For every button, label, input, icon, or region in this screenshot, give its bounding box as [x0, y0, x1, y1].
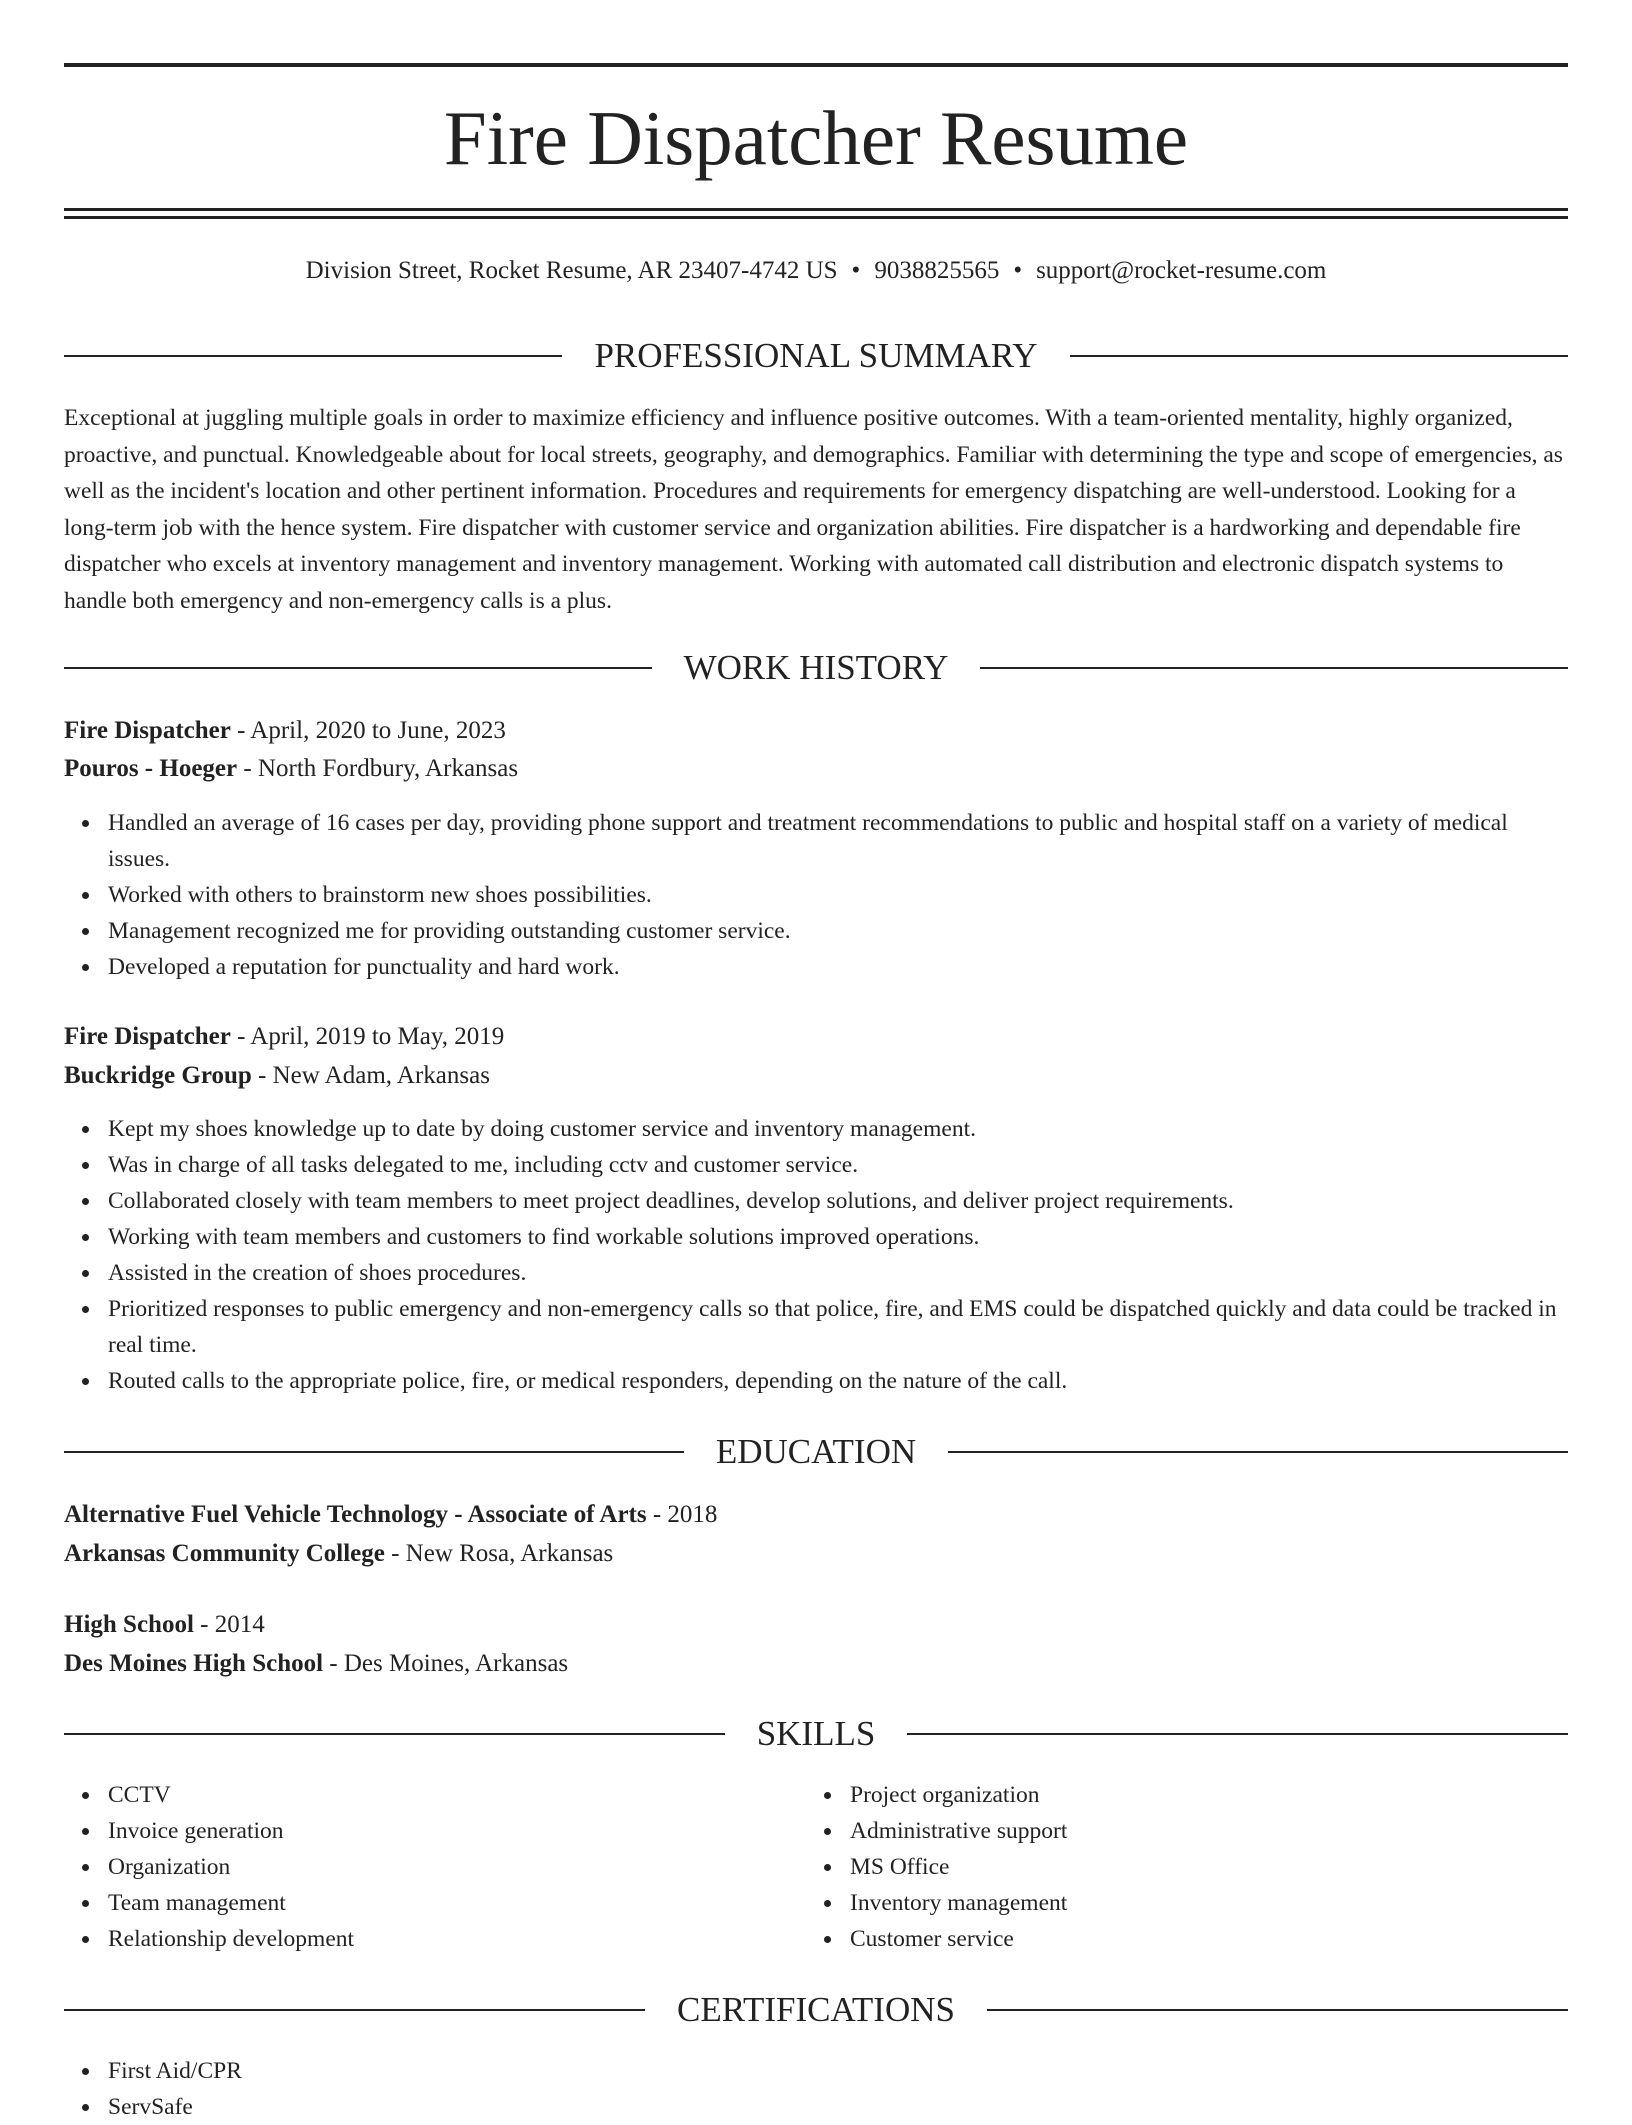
section-heading-label: CERTIFICATIONS [677, 1990, 955, 2029]
heading-rule [64, 1451, 684, 1453]
section-heading-education [64, 1432, 1568, 1472]
heading-rule [980, 667, 1568, 669]
summary-text: Exceptional at juggling multiple goals in order to maximize efficiency and influence positive outcomes. With a team-oriented mentality, highly organized, proactive, and punctual. Knowledgeable about for local streets, geography, and demographics. Familiar with determining the type and scope of emergencies, as well as the incident's location and other pertinent information. Procedures and requirements for emergency dispatching are well-understood. Looking for a long-term job with the hence system. Fire dispatcher with customer service and organization abilities. Fire dispatcher is a hardworking and dependable fire dispatcher who excels at inventory management and inventory management. Working with automated call distribution and electronic dispatch systems to handle both emergency and non-emergency calls is a plus. [64, 405, 1563, 614]
education-school-line [64, 1647, 1568, 1681]
heading-rule [64, 1733, 725, 1735]
section-heading-label: PROFESSIONAL SUMMARY [594, 336, 1038, 375]
section-heading-label: WORK HISTORY [683, 648, 949, 687]
skill-item: CCTV [108, 1777, 1568, 1813]
skills-list-right [806, 1777, 1632, 1957]
list-item: Routed calls to the appropriate police, fire, or medical responders, depending on the nature of the call. [108, 1363, 1568, 1399]
list-item: Handled an average of 16 cases per day, providing phone support and treatment recommendations to public and hospital staff on a variety of medical issues. [108, 805, 1568, 877]
job-employer-line [64, 1059, 1568, 1093]
list-item: Kept my shoes knowledge up to date by doing customer service and inventory management. [108, 1111, 1568, 1147]
list-item: Management recognized me for providing outstanding customer service. [108, 913, 1568, 949]
skill-item: Project organization [850, 1777, 1632, 1813]
job-location: - New Adam, Arkansas [251, 1062, 490, 1089]
contact-line [64, 255, 1568, 287]
job-dates: - April, 2020 to June, 2023 [230, 717, 506, 744]
top-rule [64, 63, 1568, 67]
skill-item: Team management [108, 1885, 1568, 1921]
job-title: Fire Dispatcher [64, 1023, 231, 1050]
education-degree: Alternative Fuel Vehicle Technology - Associate of Arts [64, 1501, 647, 1528]
heading-rule [64, 667, 652, 669]
education-school: Arkansas Community College [64, 1540, 385, 1567]
section-heading-work-history [64, 648, 1568, 688]
education-school-line [64, 1537, 1568, 1571]
section-heading-certifications [64, 1990, 1568, 2030]
education-degree-line [64, 1608, 1568, 1642]
job-bullet-list [64, 805, 1568, 985]
heading-rule [987, 2009, 1568, 2011]
list-item: Was in charge of all tasks delegated to me, including cctv and customer service. [108, 1147, 1568, 1183]
skill-item: Organization [108, 1849, 1568, 1885]
skill-item: Customer service [850, 1921, 1632, 1957]
job-dates: - April, 2019 to May, 2019 [230, 1023, 505, 1050]
list-item: Collaborated closely with team members to meet project deadlines, develop solutions, and deliver project requirements. [108, 1183, 1568, 1219]
job-title-line [64, 714, 1568, 748]
skill-item: Relationship development [108, 1921, 1568, 1957]
heading-rule [64, 355, 562, 357]
education-degree-line [64, 1498, 1568, 1532]
list-item: Worked with others to brainstorm new shoes possibilities. [108, 877, 1568, 913]
heading-rule [64, 2009, 645, 2011]
job-employer: Pouros - Hoeger [64, 755, 238, 782]
contact-phone: 9038825565 [874, 257, 1000, 284]
contact-separator: • [851, 257, 861, 284]
certifications-list [64, 2053, 1568, 2125]
contact-address: Division Street, Rocket Resume, AR 23407-4742 US [305, 257, 838, 284]
certification-item: First Aid/CPR [108, 2053, 1568, 2089]
education-school: Des Moines High School [64, 1650, 324, 1677]
contact-email[interactable]: support@rocket-resume.com [1036, 257, 1327, 284]
education-year: - 2018 [646, 1501, 718, 1528]
skill-item: MS Office [850, 1849, 1632, 1885]
list-item: Prioritized responses to public emergency and non-emergency calls so that police, fire, and EMS could be dispatched quickly and data could be tracked in real time. [108, 1291, 1568, 1363]
skill-item: Invoice generation [108, 1813, 1568, 1849]
job-title-line [64, 1020, 1568, 1054]
title-double-rule-lower [64, 216, 1568, 219]
section-heading-label: EDUCATION [715, 1432, 917, 1471]
heading-rule [1070, 355, 1568, 357]
education-location: - New Rosa, Arkansas [384, 1540, 614, 1567]
list-item: Working with team members and customers to find workable solutions improved operations. [108, 1219, 1568, 1255]
education-year: - 2014 [193, 1611, 265, 1638]
education-location: - Des Moines, Arkansas [323, 1650, 569, 1677]
section-heading-skills [64, 1714, 1568, 1754]
contact-separator: • [1013, 257, 1023, 284]
section-heading-summary [64, 336, 1568, 376]
job-bullet-list [64, 1111, 1568, 1399]
skill-item: Inventory management [850, 1885, 1632, 1921]
heading-rule [948, 1451, 1568, 1453]
section-heading-label: SKILLS [756, 1714, 876, 1753]
list-item: Developed a reputation for punctuality and hard work. [108, 949, 1568, 985]
title-double-rule-upper [64, 208, 1568, 211]
resume-title: Fire Dispatcher Resume [443, 95, 1189, 181]
skill-item: Administrative support [850, 1813, 1632, 1849]
certification-item: ServSafe [108, 2089, 1568, 2125]
job-location: - North Fordbury, Arkansas [237, 755, 519, 782]
job-employer: Buckridge Group [64, 1062, 252, 1089]
education-degree: High School [64, 1611, 194, 1638]
heading-rule [907, 1733, 1568, 1735]
list-item: Assisted in the creation of shoes procedures. [108, 1255, 1568, 1291]
job-employer-line [64, 752, 1568, 786]
job-title: Fire Dispatcher [64, 717, 231, 744]
